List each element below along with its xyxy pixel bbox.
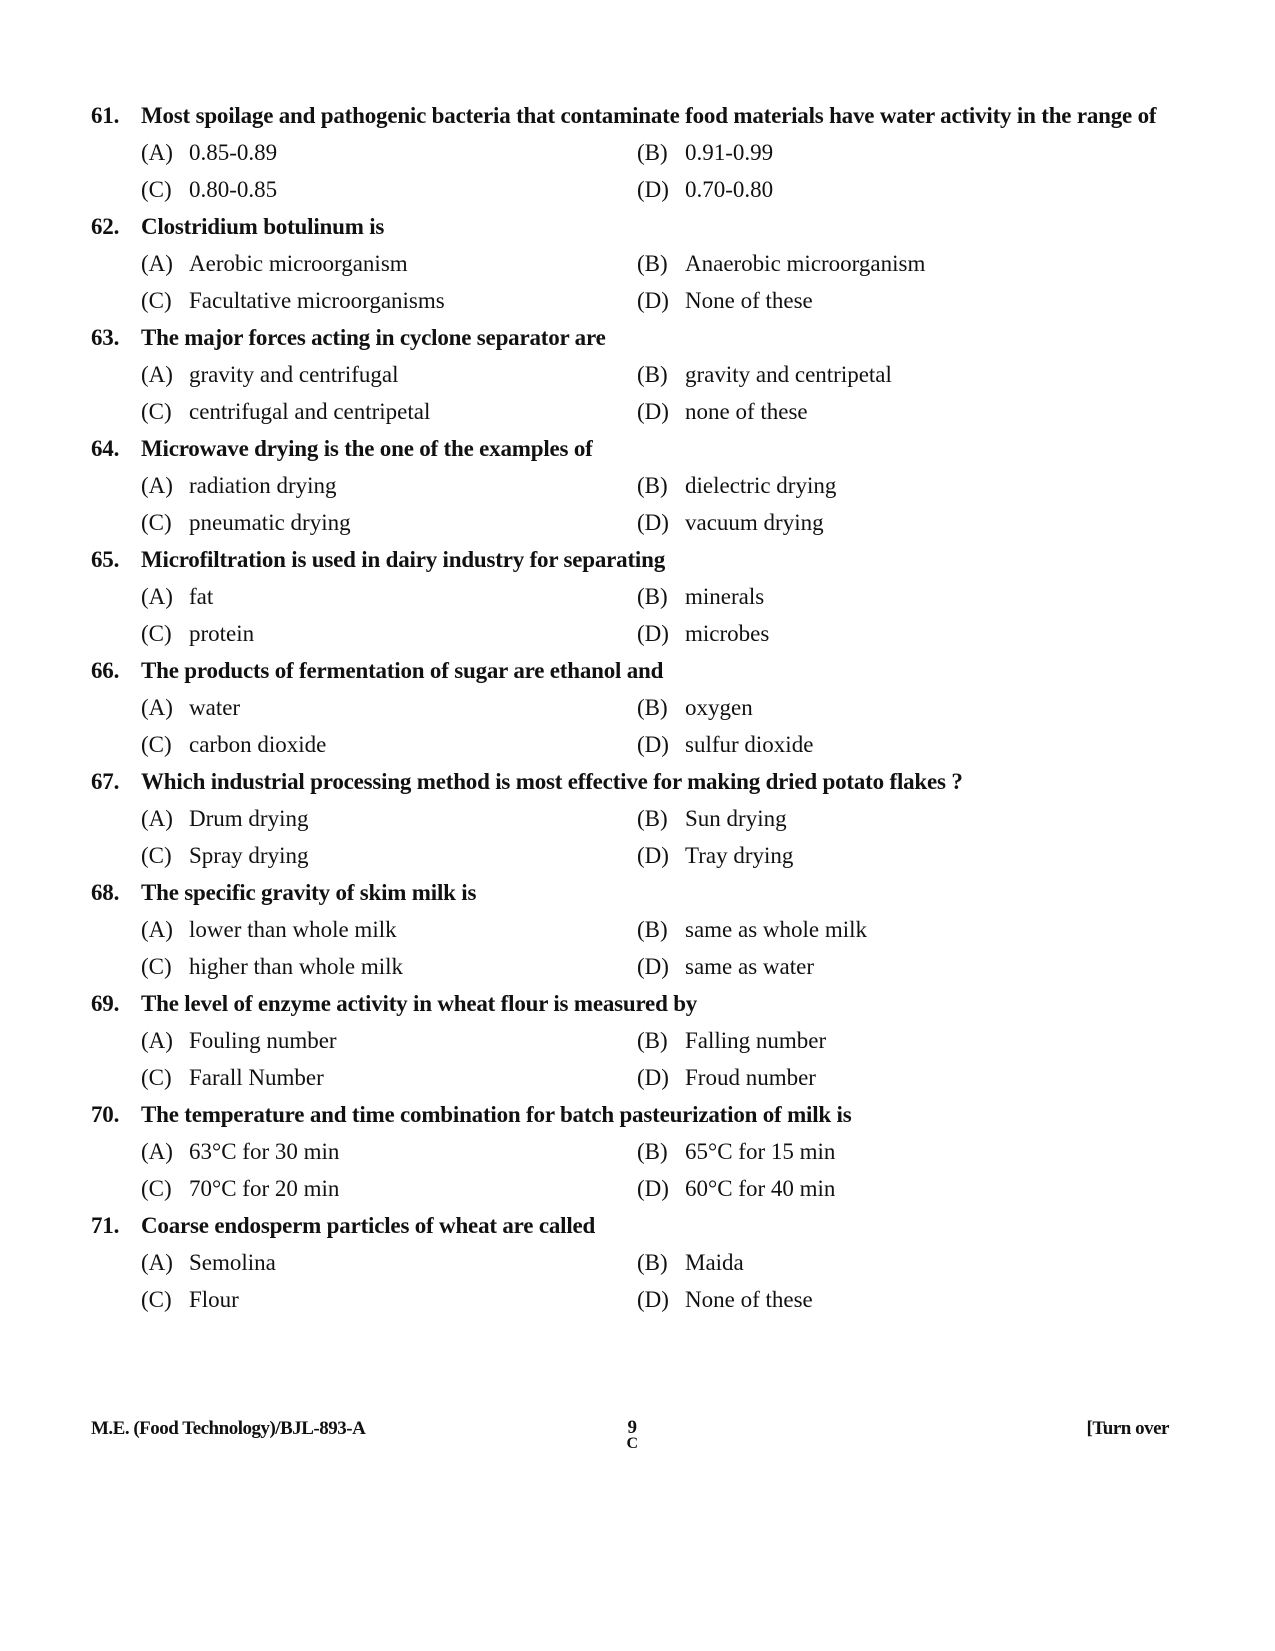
option-row [91, 282, 1191, 319]
page-mark: C [626, 1435, 638, 1452]
option-letter: (A) [141, 1139, 173, 1164]
option-letter: (A) [141, 806, 173, 831]
footer-turn-over: [Turn over [1086, 1418, 1169, 1439]
option-row [91, 689, 1191, 726]
question [91, 874, 1191, 985]
option-row [91, 1281, 1191, 1318]
option-letter: (C) [141, 177, 172, 202]
question-number: 65. [91, 547, 120, 572]
question-text: Most spoilage and pathogenic bacteria that contaminate food materials have water activity in the range of [141, 103, 1157, 128]
option-letter: (D) [637, 1065, 669, 1090]
option-text: Drum drying [189, 806, 309, 831]
question-stem [91, 874, 1191, 911]
option-text: Maida [685, 1250, 744, 1275]
option-letter: (A) [141, 251, 173, 276]
option-b [637, 134, 1133, 171]
option-row [91, 726, 1191, 763]
question-stem [91, 985, 1191, 1022]
question-text: The specific gravity of skim milk is [141, 880, 477, 905]
question-text: Clostridium botulinum is [141, 214, 385, 239]
option-text: protein [189, 621, 255, 646]
option-row [91, 1170, 1191, 1207]
question [91, 1096, 1191, 1207]
question-text: Microwave drying is the one of the examples of [141, 436, 593, 461]
option-a [141, 911, 637, 948]
option-letter: (B) [637, 584, 668, 609]
option-d [637, 1170, 1133, 1207]
option-letter: (D) [637, 1176, 669, 1201]
option-letter: (A) [141, 362, 173, 387]
option-a [141, 1133, 637, 1170]
option-row [91, 837, 1191, 874]
option-letter: (C) [141, 954, 172, 979]
option-letter: (A) [141, 584, 173, 609]
option-text: dielectric drying [685, 473, 837, 498]
option-text: gravity and centripetal [685, 362, 892, 387]
option-b [637, 245, 1133, 282]
option-d [637, 615, 1133, 652]
option-text: 0.85-0.89 [189, 140, 278, 165]
question-text: The products of fermentation of sugar are ethanol and [141, 658, 664, 683]
question-number: 64. [91, 436, 120, 461]
footer-course-code: M.E. (Food Technology)/BJL-893-A [91, 1418, 366, 1439]
option-d [637, 393, 1133, 430]
option-letter: (A) [141, 1028, 173, 1053]
option-text: Sun drying [685, 806, 787, 831]
question [91, 319, 1191, 430]
option-text: sulfur dioxide [685, 732, 814, 757]
option-text: None of these [685, 1287, 813, 1312]
option-letter: (D) [637, 399, 669, 424]
question [91, 1207, 1191, 1318]
option-text: Fouling number [189, 1028, 337, 1053]
option-text: lower than whole milk [189, 917, 397, 942]
option-letter: (C) [141, 399, 172, 424]
option-letter: (D) [637, 621, 669, 646]
option-text: 60°C for 40 min [685, 1176, 836, 1201]
option-b [637, 1133, 1133, 1170]
option-text: 65°C for 15 min [685, 1139, 836, 1164]
question-stem [91, 652, 1191, 689]
option-text: same as whole milk [685, 917, 868, 942]
option-letter: (B) [637, 695, 668, 720]
option-text: 0.70-0.80 [685, 177, 774, 202]
question-text: Microfiltration is used in dairy industry for separating [141, 547, 665, 572]
option-letter: (C) [141, 843, 172, 868]
option-row [91, 800, 1191, 837]
option-text: centrifugal and centripetal [189, 399, 431, 424]
question [91, 985, 1191, 1096]
option-row [91, 467, 1191, 504]
option-letter: (B) [637, 362, 668, 387]
option-d [637, 726, 1133, 763]
option-letter: (D) [637, 288, 669, 313]
question-number: 70. [91, 1102, 120, 1127]
option-a [141, 689, 637, 726]
option-text: pneumatic drying [189, 510, 351, 535]
option-row [91, 1244, 1191, 1281]
question-stem [91, 1096, 1191, 1133]
question-text: Coarse endosperm particles of wheat are called [141, 1213, 596, 1238]
option-letter: (C) [141, 621, 172, 646]
question [91, 652, 1191, 763]
option-text: Facultative microorganisms [189, 288, 445, 313]
option-text: none of these [685, 399, 808, 424]
option-letter: (D) [637, 177, 669, 202]
option-c [141, 1059, 637, 1096]
question-list [91, 97, 1191, 1318]
option-text: Spray drying [189, 843, 309, 868]
option-row [91, 911, 1191, 948]
option-c [141, 282, 637, 319]
question-number: 66. [91, 658, 120, 683]
option-row [91, 948, 1191, 985]
question [91, 541, 1191, 652]
option-letter: (A) [141, 1250, 173, 1275]
option-letter: (B) [637, 473, 668, 498]
option-a [141, 800, 637, 837]
option-letter: (B) [637, 251, 668, 276]
question-stem [91, 763, 1191, 800]
option-row [91, 504, 1191, 541]
question-stem [91, 208, 1191, 245]
option-c [141, 393, 637, 430]
question-number: 71. [91, 1213, 120, 1238]
option-letter: (B) [637, 1028, 668, 1053]
option-d [637, 282, 1133, 319]
question-stem [91, 430, 1191, 467]
option-letter: (A) [141, 695, 173, 720]
option-row [91, 615, 1191, 652]
question-stem [91, 541, 1191, 578]
option-text: 63°C for 30 min [189, 1139, 340, 1164]
option-d [637, 837, 1133, 874]
option-c [141, 948, 637, 985]
option-letter: (A) [141, 140, 173, 165]
option-d [637, 504, 1133, 541]
option-a [141, 1244, 637, 1281]
option-text: microbes [685, 621, 770, 646]
option-letter: (B) [637, 806, 668, 831]
option-text: same as water [685, 954, 814, 979]
option-text: 0.80-0.85 [189, 177, 278, 202]
option-text: fat [189, 584, 214, 609]
question-number: 67. [91, 769, 120, 794]
option-letter: (D) [637, 954, 669, 979]
option-row [91, 578, 1191, 615]
option-text: 70°C for 20 min [189, 1176, 340, 1201]
option-a [141, 245, 637, 282]
option-text: radiation drying [189, 473, 337, 498]
option-c [141, 837, 637, 874]
option-text: gravity and centrifugal [189, 362, 399, 387]
page-number: 9 [627, 1417, 637, 1438]
option-letter: (B) [637, 140, 668, 165]
question-number: 61. [91, 103, 120, 128]
question-stem [91, 319, 1191, 356]
footer-page-number [622, 1418, 642, 1450]
question-number: 69. [91, 991, 120, 1016]
option-text: None of these [685, 288, 813, 313]
option-b [637, 1244, 1133, 1281]
option-text: Farall Number [189, 1065, 324, 1090]
option-row [91, 1022, 1191, 1059]
option-text: Aerobic microorganism [189, 251, 408, 276]
question-number: 62. [91, 214, 120, 239]
option-letter: (B) [637, 1139, 668, 1164]
option-text: Anaerobic microorganism [685, 251, 926, 276]
option-a [141, 578, 637, 615]
option-row [91, 171, 1191, 208]
option-letter: (D) [637, 510, 669, 535]
option-row [91, 1059, 1191, 1096]
option-text: Semolina [189, 1250, 276, 1275]
option-text: Flour [189, 1287, 239, 1312]
option-letter: (D) [637, 1287, 669, 1312]
option-text: minerals [685, 584, 765, 609]
option-text: Froud number [685, 1065, 816, 1090]
option-d [637, 171, 1133, 208]
option-letter: (C) [141, 510, 172, 535]
option-letter: (A) [141, 917, 173, 942]
option-a [141, 1022, 637, 1059]
option-text: water [189, 695, 241, 720]
option-text: vacuum drying [685, 510, 824, 535]
option-text: oxygen [685, 695, 753, 720]
option-text: 0.91-0.99 [685, 140, 774, 165]
option-letter: (D) [637, 843, 669, 868]
option-text: carbon dioxide [189, 732, 327, 757]
option-row [91, 393, 1191, 430]
option-a [141, 467, 637, 504]
option-letter: (A) [141, 473, 173, 498]
question [91, 208, 1191, 319]
question-text: The major forces acting in cyclone separator are [141, 325, 606, 350]
option-letter: (C) [141, 288, 172, 313]
option-b [637, 467, 1133, 504]
question-stem [91, 97, 1191, 134]
option-row [91, 245, 1191, 282]
option-text: higher than whole milk [189, 954, 403, 979]
option-letter: (C) [141, 732, 172, 757]
option-letter: (C) [141, 1065, 172, 1090]
option-c [141, 726, 637, 763]
option-b [637, 800, 1133, 837]
option-row [91, 356, 1191, 393]
option-d [637, 1281, 1133, 1318]
option-a [141, 356, 637, 393]
option-letter: (C) [141, 1176, 172, 1201]
question-text: Which industrial processing method is most effective for making dried potato flakes ? [141, 769, 963, 794]
question-number: 68. [91, 880, 120, 905]
option-c [141, 1170, 637, 1207]
option-b [637, 1022, 1133, 1059]
question [91, 97, 1191, 208]
option-b [637, 356, 1133, 393]
option-c [141, 171, 637, 208]
option-row [91, 1133, 1191, 1170]
question-text: The temperature and time combination for batch pasteurization of milk is [141, 1102, 852, 1127]
option-b [637, 911, 1133, 948]
option-c [141, 1281, 637, 1318]
question [91, 430, 1191, 541]
question-text: The level of enzyme activity in wheat flour is measured by [141, 991, 698, 1016]
option-text: Falling number [685, 1028, 827, 1053]
option-c [141, 504, 637, 541]
option-letter: (D) [637, 732, 669, 757]
question-number: 63. [91, 325, 120, 350]
option-letter: (C) [141, 1287, 172, 1312]
option-b [637, 689, 1133, 726]
question-stem [91, 1207, 1191, 1244]
question [91, 763, 1191, 874]
option-b [637, 578, 1133, 615]
option-letter: (B) [637, 1250, 668, 1275]
option-letter: (B) [637, 917, 668, 942]
option-a [141, 134, 637, 171]
option-d [637, 948, 1133, 985]
option-text: Tray drying [685, 843, 794, 868]
option-d [637, 1059, 1133, 1096]
option-row [91, 134, 1191, 171]
option-c [141, 615, 637, 652]
